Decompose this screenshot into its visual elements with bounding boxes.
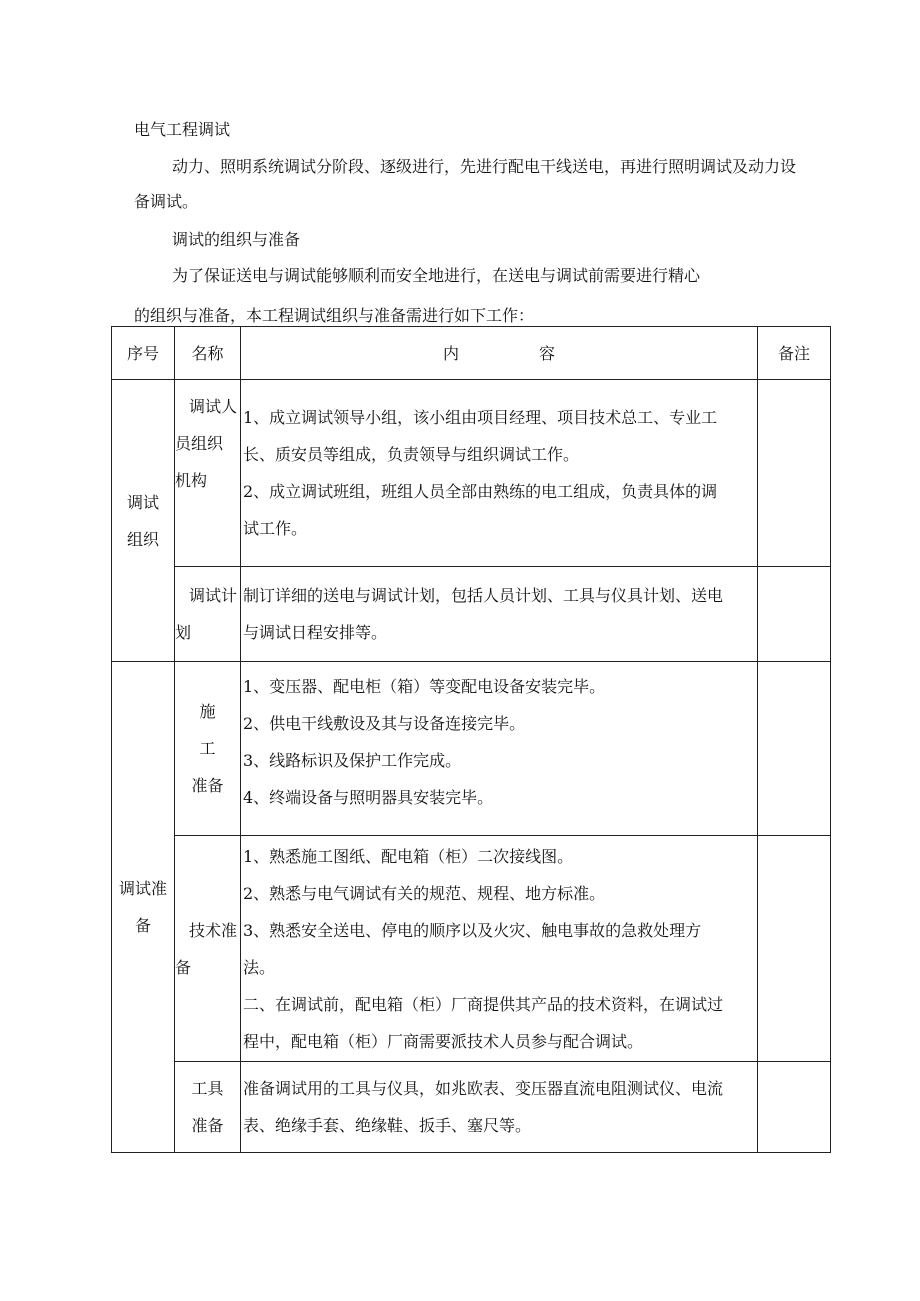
content-cell xyxy=(241,567,758,662)
name-cell xyxy=(175,1062,241,1153)
name-line: 划 xyxy=(175,623,192,642)
header-name: 名称 xyxy=(175,327,241,380)
content-line: 4、终端设备与照明器具安装完毕。 xyxy=(243,788,494,807)
content-cell xyxy=(241,836,758,1062)
name-line: 备 xyxy=(175,957,192,977)
header-content: 内 容 xyxy=(241,327,758,380)
name-line: 调试计 xyxy=(189,586,238,605)
name-line: 工 xyxy=(199,739,216,758)
section-subtitle: 调试的组织与准备 xyxy=(172,230,301,249)
remark-cell xyxy=(758,567,831,662)
name-line: 准备 xyxy=(191,1116,224,1135)
paragraph-2-line-2: 的组织与准备，本工程调试组织与准备需进行如下工作： xyxy=(134,306,535,325)
content-line: 法。 xyxy=(243,957,276,977)
content-line: 准备调试用的工具与仪具，如兆欧表、变压器直流电阻测试仪、电流 xyxy=(243,1079,724,1098)
table-row xyxy=(112,1062,831,1153)
table-row xyxy=(112,662,831,836)
remark-cell xyxy=(758,662,831,836)
name-line: 准备 xyxy=(191,776,224,795)
group-label-line: 调试 xyxy=(126,492,159,512)
content-line: 制订详细的送电与调试计划，包括人员计划、工具与仪具计划、送电 xyxy=(243,586,724,605)
content-cell xyxy=(241,380,758,567)
remark-cell xyxy=(758,836,831,1062)
content-line: 1、熟悉施工图纸、配电箱（柜）二次接线图。 xyxy=(243,846,574,866)
header-remark: 备注 xyxy=(758,327,831,380)
remark-cell xyxy=(758,380,831,567)
content-line: 程中，配电箱（柜）厂商需要派技术人员参与配合调试。 xyxy=(243,1031,644,1051)
remark-cell xyxy=(758,1062,831,1153)
table-row xyxy=(112,836,831,1062)
name-line: 员组织 xyxy=(175,434,224,453)
name-line: 工具 xyxy=(191,1079,224,1098)
content-line: 与调试日程安排等。 xyxy=(243,623,388,642)
name-cell xyxy=(175,662,241,836)
table-header-row xyxy=(112,327,831,380)
header-seq: 序号 xyxy=(112,327,175,380)
group-label-line: 组织 xyxy=(126,529,159,549)
content-line: 2、成立调试班组，班组人员全部由熟练的电工组成，负责具体的调 xyxy=(243,482,718,501)
table-row xyxy=(112,380,831,567)
content-cell xyxy=(241,1062,758,1153)
name-line: 施 xyxy=(199,702,216,721)
content-line: 表、绝缘手套、绝缘鞋、扳手、塞尺等。 xyxy=(243,1116,532,1135)
group-label-preparation xyxy=(112,662,175,1153)
paragraph-1-line-1: 动力、照明系统调试分阶段、逐级进行，先进行配电干线送电，再进行照明调试及动力设 xyxy=(172,157,797,176)
table-row xyxy=(112,567,831,662)
name-line: 技术准 xyxy=(189,920,238,940)
content-line: 试工作。 xyxy=(243,519,308,538)
content-cell xyxy=(241,662,758,836)
group-label-line: 调试准 xyxy=(118,879,167,898)
paragraph-2-line-1: 为了保证送电与调试能够顺利而安全地进行，在送电与调试前需要进行精心 xyxy=(172,266,701,285)
content-line: 1、变压器、配电柜（箱）等变配电设备安装完毕。 xyxy=(243,677,606,696)
content-line: 2、供电干线敷设及其与设备连接完毕。 xyxy=(243,714,526,733)
doc-title: 电气工程调试 xyxy=(134,120,231,139)
name-cell xyxy=(175,567,241,662)
name-cell xyxy=(175,380,241,567)
group-label-organization xyxy=(112,380,175,662)
content-line: 3、熟悉安全送电、停电的顺序以及火灾、触电事故的急救处理方 xyxy=(243,920,702,940)
content-line: 1、成立调试领导小组，该小组由项目经理、项目技术总工、专业工 xyxy=(243,408,718,427)
group-label-line: 备 xyxy=(134,916,151,935)
content-line: 二、在调试前，配电箱（柜）厂商提供其产品的技术资料，在调试过 xyxy=(243,994,724,1014)
content-line: 3、线路标识及保护工作完成。 xyxy=(243,751,462,770)
content-line: 2、熟悉与电气调试有关的规范、规程、地方标准。 xyxy=(243,883,606,903)
name-line: 机构 xyxy=(175,471,208,490)
debug-prep-table xyxy=(111,326,831,1153)
name-cell xyxy=(175,836,241,1062)
content-line: 长、质安员等组成，负责领导与组织调试工作。 xyxy=(243,445,580,464)
name-line: 调试人 xyxy=(189,397,238,416)
paragraph-1-line-2: 备调试。 xyxy=(134,192,199,211)
